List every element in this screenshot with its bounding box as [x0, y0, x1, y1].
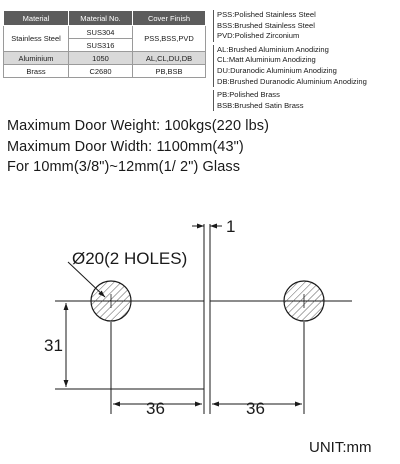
legend-item: CL:Matt Aluminium Anodizing: [217, 55, 316, 65]
legend-item: PSS:Polished Stainless Steel: [217, 10, 316, 19]
legend-item: DU:Duranodic Aluminium Anodizing: [217, 65, 337, 75]
holes-label: Ø20(2 HOLES): [72, 249, 188, 268]
unit-label: UNIT:mm: [309, 439, 372, 456]
cell-material-aluminium: Aluminium: [4, 52, 69, 65]
header-cover-finish: Cover Finish: [133, 11, 206, 26]
header-material-no: Material No.: [69, 11, 133, 26]
cell-material-stainless: Stainless Steel: [4, 26, 69, 52]
height-label: 31: [44, 336, 63, 355]
legend-item: PVD:Polished Zirconium: [217, 31, 300, 41]
legend-item: BSS:Brushed Stainless Steel: [217, 20, 315, 30]
right-width-label: 36: [246, 399, 265, 418]
gap-label: 1: [226, 217, 236, 236]
header-material: Material: [4, 11, 69, 26]
legend-item: DB:Brushed Duranodic Aluminium Anodizing: [217, 76, 367, 86]
cell-no-sus316: SUS316: [69, 39, 133, 52]
legend-item: PB:Polished Brass: [217, 90, 280, 100]
spec-max-width: Maximum Door Width: 1100mm(43"): [7, 138, 244, 155]
cell-finish-stainless: PSS,BSS,PVD: [133, 26, 206, 52]
left-width-label: 36: [146, 399, 165, 418]
cell-no-brass: C2680: [69, 65, 133, 78]
cell-material-brass: Brass: [4, 65, 69, 78]
cell-finish-aluminium: AL,CL,DU,DB: [133, 52, 206, 65]
cell-no-sus304: SUS304: [69, 26, 133, 39]
spec-glass-thickness: For 10mm(3/8")~12mm(1/ 2") Glass: [7, 159, 241, 175]
cell-no-aluminium: 1050: [69, 52, 133, 65]
legend-item: AL:Brushed Aluminium Anodizing: [217, 44, 329, 54]
legend-item: BSB:Brushed Satin Brass: [217, 100, 304, 110]
cell-finish-brass: PB,BSB: [133, 65, 206, 78]
spec-max-weight: Maximum Door Weight: 100kgs(220 lbs): [7, 118, 270, 134]
